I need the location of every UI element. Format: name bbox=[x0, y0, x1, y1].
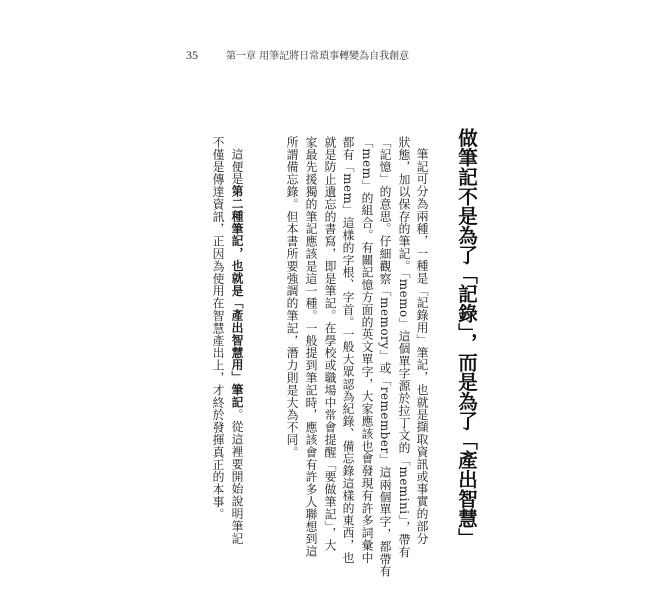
body-line: 家最先援獨的筆記應該是這一種。一般提到筆記時，應該會有許多人聯想到這 bbox=[304, 136, 318, 558]
section-heading: 做筆記不是為了「記錄」，而是為了「產出智慧」 bbox=[455, 128, 478, 548]
body-line: 「mem」的組合。有關記憶方面的英文單字，大家應該也會發現有許多詞彙中 bbox=[360, 136, 374, 564]
body-line: 狀態，加以保存的筆記。「memo」這個單字源於拉丁文的「memini」，帶有 bbox=[397, 136, 411, 559]
body-line bbox=[228, 148, 246, 545]
emphasis-text: 第二種筆記，也就是「產出智慧用」筆記 bbox=[230, 185, 244, 409]
text-run: 。從這裡要開始說明筆記 bbox=[230, 408, 244, 545]
body-line: 「記憶」的意思。仔細觀察「memory」或「remember」這兩個單字，都帶有 bbox=[378, 136, 392, 578]
body-line: 都有「mem」這樣的字根、字首。一般大眾認為紀錄、備忘錄這樣的東西，也 bbox=[341, 136, 355, 564]
text-run: 這便是 bbox=[230, 148, 244, 186]
body-line: 筆記可分為兩種，一種是「記錄用」筆記，也就是擷取資訊或事實的部分 bbox=[415, 148, 429, 545]
running-header bbox=[186, 49, 409, 63]
body-line: 就是防止遺忘的書寫，即是筆記。在學校或職場中常會提醒「要做筆記」，大 bbox=[323, 136, 337, 552]
chapter-title: 第一章 用筆記將日常瑣事轉變為自我創意 bbox=[226, 51, 410, 62]
body-line: 不僅是傳達資訊，正因為使用在智慧產出上，才終於發揮真正的本事。 bbox=[211, 136, 225, 521]
page-number: 35 bbox=[186, 48, 198, 62]
body-line: 所謂備忘錄。但本書所要強調的筆記，潛力則是大為不同。 bbox=[285, 136, 299, 459]
